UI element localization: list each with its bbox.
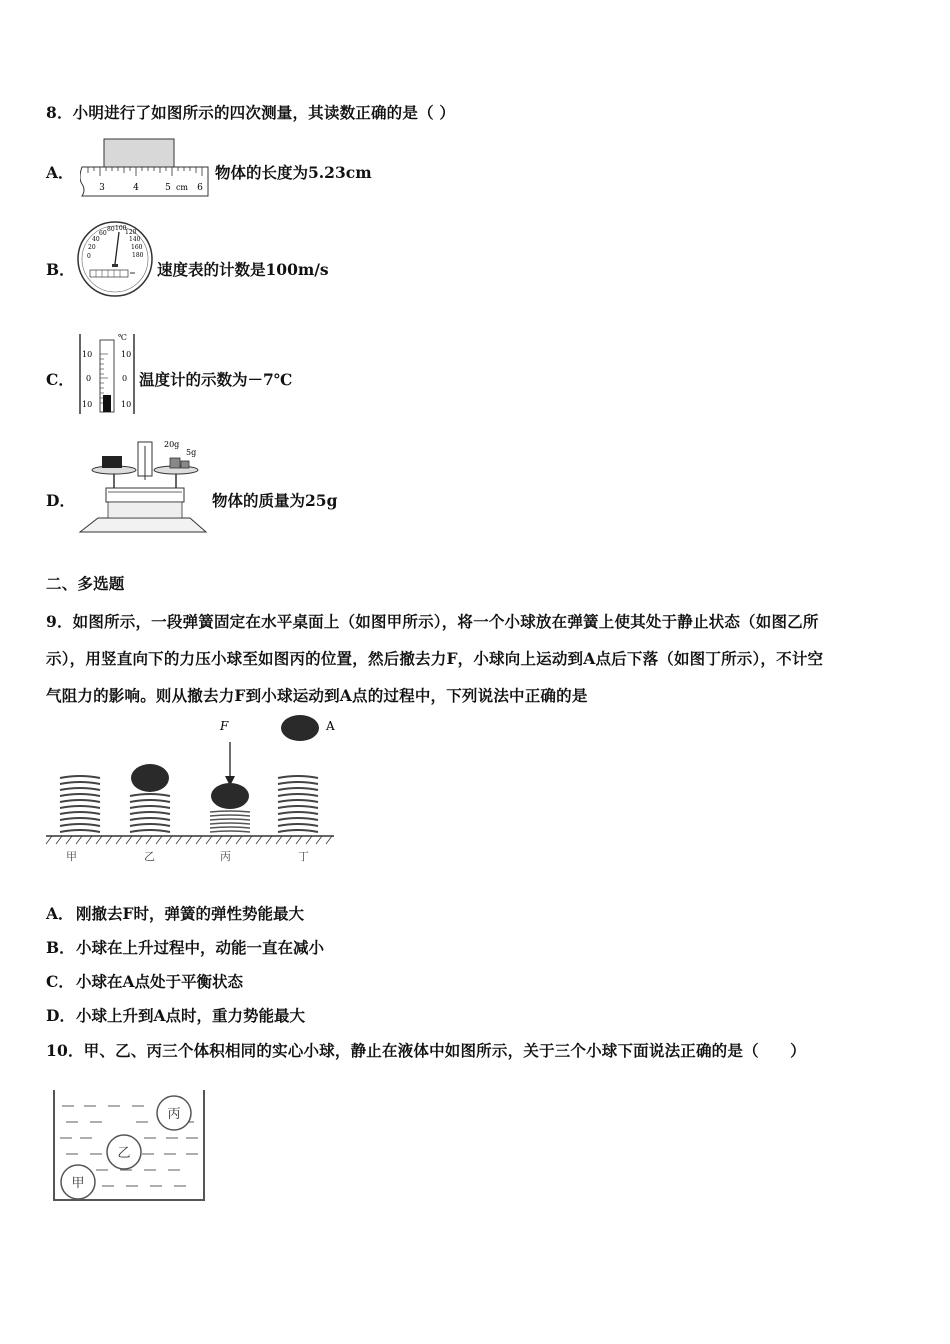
speed-label-20: 20 bbox=[88, 244, 96, 251]
speed-label-80: 80 bbox=[107, 226, 115, 233]
label-jia: 甲 bbox=[66, 850, 77, 863]
point-a-label: A bbox=[326, 719, 335, 733]
speed-label-180: 180 bbox=[132, 252, 144, 259]
speed-label-0: 0 bbox=[87, 253, 91, 260]
speed-label-160: 160 bbox=[131, 244, 143, 251]
spring-figure bbox=[44, 712, 340, 870]
q8-option-b-text: 速度表的计数是100m/s bbox=[157, 260, 329, 279]
thermo-left-neg10: 10 bbox=[82, 400, 93, 409]
q10-stem: 10．甲、乙、丙三个体积相同的实心小球，静止在液体中如图所示，关于三个小球下面说法正确的是（ ） bbox=[46, 1041, 806, 1060]
ball-ding bbox=[281, 715, 319, 741]
q8-option-a-letter: A． bbox=[46, 163, 74, 182]
measured-block bbox=[104, 139, 174, 167]
ruler-label-3: 3 bbox=[99, 183, 105, 193]
spring-bing bbox=[210, 811, 250, 832]
q8-stem: 8．小明进行了如图所示的四次测量，其读数正确的是（ ） bbox=[46, 103, 456, 122]
label-yi: 乙 bbox=[144, 850, 155, 863]
thermo-right-neg10: 10 bbox=[121, 400, 132, 409]
ruler-label-cm: cm bbox=[175, 183, 189, 192]
q9-stem-line-3: 气阻力的影响。则从撤去力F到小球运动到A点的过程中，下列说法中正确的是 bbox=[46, 686, 588, 705]
speed-label-120: 120 bbox=[125, 229, 137, 236]
spring-yi bbox=[130, 794, 170, 832]
q9-stem-line-2: 示），用竖直向下的力压小球至如图丙的位置，然后撤去力F，小球向上运动到A点后下落（如图丁所示），不计空 bbox=[46, 649, 824, 668]
balance-base bbox=[80, 518, 206, 532]
ball-jia-label: 甲 bbox=[71, 1176, 85, 1191]
q8-option-d-text: 物体的质量为25g bbox=[212, 491, 338, 510]
speed-label-140: 140 bbox=[129, 236, 141, 243]
q9-option-a-text: 刚撤去F时，弹簧的弹性势能最大 bbox=[76, 904, 305, 923]
ruler-label-5: 5 bbox=[165, 183, 171, 193]
mercury-column bbox=[103, 395, 111, 412]
q9-option-c-letter: C． bbox=[46, 972, 74, 991]
liquid-container-figure bbox=[50, 1088, 210, 1206]
spring-ding bbox=[278, 776, 318, 832]
q8-option-b-letter: B． bbox=[46, 260, 75, 279]
q9-option-c-text: 小球在A点处于平衡状态 bbox=[76, 972, 244, 991]
ball-yi-label: 乙 bbox=[117, 1146, 131, 1161]
section-heading: 二、多选题 bbox=[46, 574, 125, 593]
label-ding: 丁 bbox=[298, 850, 309, 863]
thermo-right-0: 0 bbox=[122, 374, 128, 383]
q8-option-a-text: 物体的长度为5.23cm bbox=[215, 163, 372, 182]
q8-option-c-letter: C． bbox=[46, 370, 74, 389]
thermometer-figure bbox=[78, 330, 138, 418]
measured-object bbox=[102, 456, 122, 468]
odometer bbox=[90, 270, 128, 277]
q9-option-d-letter: D． bbox=[46, 1006, 75, 1025]
force-label: F bbox=[220, 719, 229, 733]
q8-option-c-text: 温度计的示数为－7℃ bbox=[139, 370, 293, 389]
thermo-right-10: 10 bbox=[121, 350, 132, 359]
speed-label-40: 40 bbox=[92, 236, 100, 243]
spring-jia bbox=[60, 776, 100, 832]
q9-option-d-text: 小球上升到A点时，重力势能最大 bbox=[76, 1006, 306, 1025]
thermo-left-10: 10 bbox=[82, 350, 93, 359]
thermo-unit: ℃ bbox=[118, 333, 127, 342]
ball-yi bbox=[131, 764, 169, 792]
thermo-left-0: 0 bbox=[86, 374, 92, 383]
weight-20g bbox=[170, 458, 180, 468]
label-bing: 丙 bbox=[220, 850, 231, 863]
ruler-label-4: 4 bbox=[133, 183, 139, 193]
q9-option-b-text: 小球在上升过程中，动能一直在减小 bbox=[76, 938, 325, 957]
q9-stem-line-1: 9．如图所示，一段弹簧固定在水平桌面上（如图甲所示），将一个小球放在弹簧上使其处于静止状态（如图乙所 bbox=[46, 612, 819, 631]
weight-label-20g: 20g bbox=[164, 440, 180, 449]
ball-bing-label: 丙 bbox=[167, 1107, 181, 1122]
q9-option-b-letter: B． bbox=[46, 938, 75, 957]
q8-option-d-letter: D． bbox=[46, 491, 75, 510]
weight-label-5g: 5g bbox=[186, 448, 197, 457]
ruler-figure bbox=[80, 138, 214, 200]
ground-hatching bbox=[46, 836, 332, 844]
weight-5g bbox=[181, 461, 189, 468]
ruler-label-6: 6 bbox=[197, 183, 203, 193]
balance-figure bbox=[78, 436, 208, 536]
q9-option-a-letter: A． bbox=[46, 904, 74, 923]
speedometer-figure bbox=[75, 220, 155, 298]
speed-label-60: 60 bbox=[99, 230, 107, 237]
speed-label-100: 100 bbox=[115, 225, 127, 232]
ball-bing bbox=[211, 783, 249, 809]
